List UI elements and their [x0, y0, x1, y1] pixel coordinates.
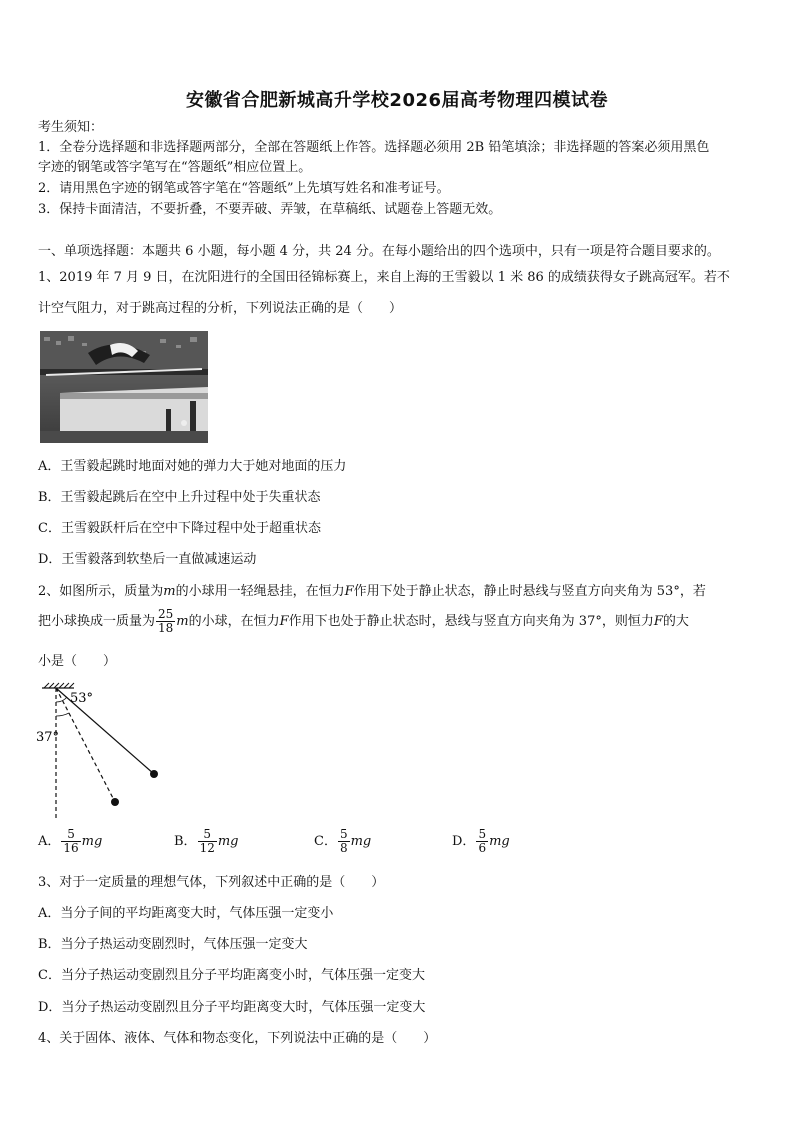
- fraction-numerator: 5: [61, 828, 80, 842]
- q2-force-symbol: F: [344, 584, 354, 599]
- q2-mass-symbol: m: [163, 584, 176, 599]
- q2-text: 的小球用一轻绳悬挂，在恒力: [175, 584, 345, 599]
- q3-option-a: A．当分子间的平均距离变大时，气体压强一定变小: [38, 906, 334, 921]
- angle-53-label: 53°: [70, 691, 94, 706]
- option-fraction: [61, 828, 80, 855]
- notice-item-2: 2．请用黑色字迹的钢笔或答字笔在“答题纸”上先填写姓名和准考证号。: [38, 181, 450, 196]
- ball-1: [150, 770, 158, 778]
- fraction-numerator: 25: [158, 607, 174, 621]
- option-label: D．: [452, 834, 476, 849]
- pendulum-diagram: [36, 682, 176, 826]
- q1-option-c: C．王雪毅跃杆后在空中下降过程中处于超重状态: [38, 521, 321, 536]
- option-label: B．: [174, 834, 197, 849]
- q2-stem-line-1: [38, 583, 706, 601]
- notice-item-1-line-2: 字迹的钢笔或答字笔写在“答题纸”相应位置上。: [38, 160, 312, 175]
- option-fraction: [338, 828, 350, 855]
- option-unit: mg: [350, 834, 372, 849]
- q3-option-c: C．当分子热运动变剧烈且分子平均距离变小时，气体压强一定变大: [38, 968, 425, 983]
- fraction-numerator: 5: [478, 827, 487, 841]
- option-label: A．: [38, 834, 61, 849]
- q2-text: 2、如图所示，质量为: [38, 584, 164, 599]
- q3-stem: 3、对于一定质量的理想气体，下列叙述中正确的是（ ）: [38, 875, 385, 890]
- q1-option-b: B．王雪毅起跳后在空中上升过程中处于失重状态: [38, 490, 321, 505]
- q2-force-symbol: F: [653, 614, 663, 629]
- q2-stem-line-2: [38, 608, 689, 635]
- q3-option-b: B．当分子热运动变剧烈时，气体压强一定变大: [38, 937, 308, 952]
- high-jump-photo: [40, 331, 208, 443]
- q1-option-a: A．王雪毅起跳时地面对她的弹力大于她对地面的压力: [38, 459, 347, 474]
- q2-text: 的大: [662, 614, 689, 629]
- q2-option-a: [38, 828, 102, 855]
- q2-text: 作用下也处于静止状态时，悬线与竖直方向夹角为 37°，则恒力: [288, 614, 654, 629]
- q2-text: 作用下处于静止状态，静止时悬线与竖直方向夹角为 53°，若: [353, 584, 706, 599]
- q2-option-b: [174, 828, 239, 855]
- fraction-denominator: 6: [478, 841, 487, 855]
- q1-stem-line-1: 1、2019 年 7 月 9 日，在沈阳进行的全国田径锦标赛上，来自上海的王雪毅以 1 米 86 的成绩获得女子跳高冠军。若不: [38, 270, 730, 285]
- fraction-denominator: 8: [339, 841, 348, 855]
- q2-mass-symbol: m: [176, 614, 189, 629]
- option-unit: mg: [81, 834, 103, 849]
- angle-arc-53: [56, 697, 67, 702]
- notice-item-1-line-1: 1．全卷分选择题和非选择题两部分，全部在答题纸上作答。选择题必须用 2B 铅笔填涂；非选择题的答案必须用黑色: [38, 140, 710, 155]
- q2-force-symbol: F: [279, 614, 289, 629]
- fraction-numerator: 5: [339, 827, 348, 841]
- ball-2: [111, 798, 119, 806]
- q2-option-c: [314, 828, 371, 855]
- fraction-denominator: 18: [158, 621, 174, 635]
- option-label: C．: [314, 834, 337, 849]
- fraction-numerator: 5: [198, 828, 217, 842]
- q3-option-d: D．当分子热运动变剧烈且分子平均距离变大时，气体压强一定变大: [38, 1000, 426, 1015]
- ceiling-hatch: [44, 683, 74, 688]
- q4-stem: 4、关于固体、液体、气体和物态变化，下列说法中正确的是（ ）: [38, 1031, 437, 1046]
- option-unit: mg: [489, 834, 510, 849]
- q2-text: 的小球，在恒力: [188, 614, 280, 629]
- q2-option-d: [452, 828, 510, 855]
- q1-option-d: D．王雪毅落到软垫后一直做减速运动: [38, 552, 257, 567]
- page-title: 安徽省合肥新城高升学校2026届高考物理四模试卷: [185, 90, 609, 111]
- notice-heading: 考生须知：: [38, 120, 104, 135]
- q2-text: 把小球换成一质量为: [38, 614, 156, 629]
- option-unit: mg: [217, 834, 239, 849]
- section-heading: 一、单项选择题：本题共 6 小题，每小题 4 分，共 24 分。在每小题给出的四个选项中，只有一项是符合题目要求的。: [38, 244, 720, 259]
- q2-stem-line-3: 小是（ ）: [38, 654, 117, 669]
- angle-arc-37: [56, 713, 69, 716]
- fraction-denominator: 12: [199, 841, 215, 855]
- q2-mass-fraction: [156, 608, 175, 635]
- fraction-denominator: 16: [63, 841, 79, 855]
- option-fraction: [198, 828, 217, 855]
- q1-stem-line-2: 计空气阻力，对于跳高过程的分析，下列说法正确的是（ ）: [38, 301, 403, 316]
- notice-item-3: 3．保持卡面清洁，不要折叠，不要弄破、弄皱，在草稿纸、试题卷上答题无效。: [38, 202, 502, 217]
- option-fraction: [476, 828, 488, 855]
- angle-37-label: 37°: [36, 730, 60, 745]
